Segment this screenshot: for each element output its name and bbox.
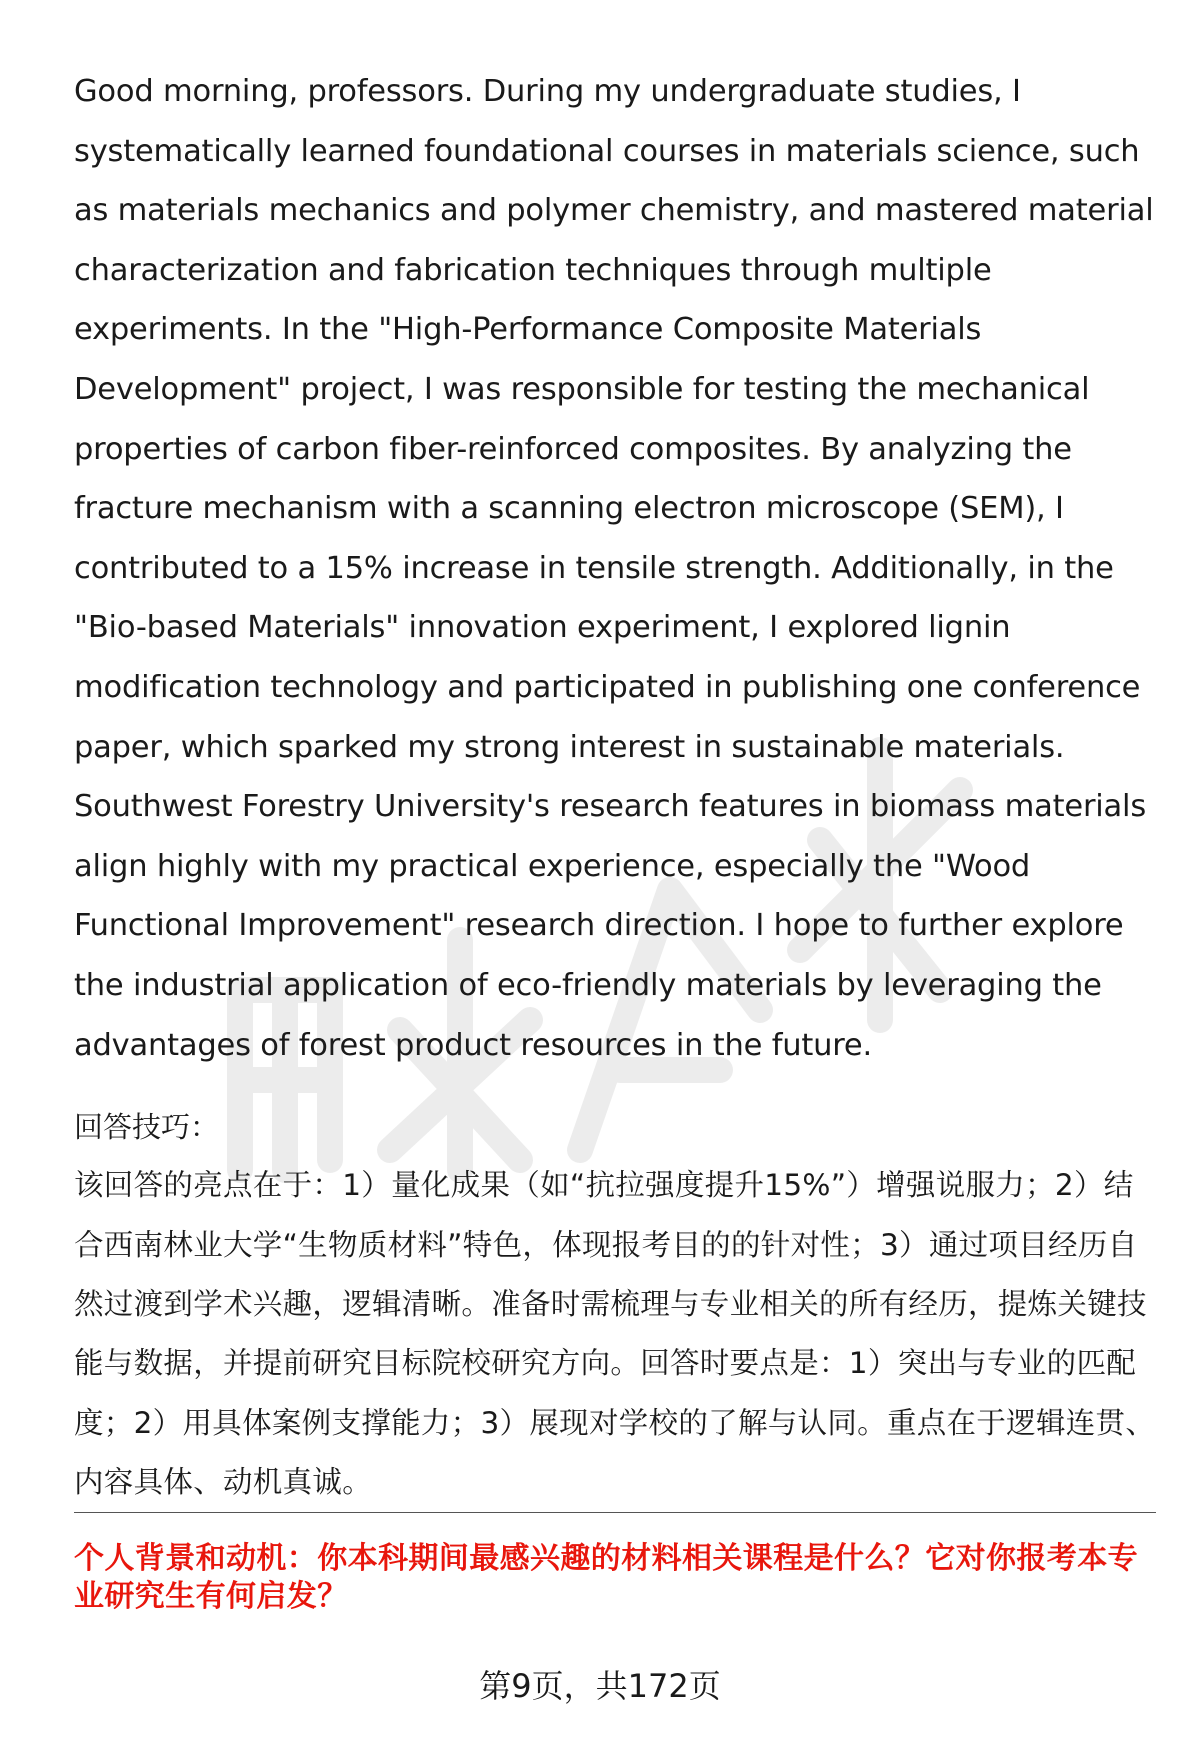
next-question-heading: 个人背景和动机：你本科期间最感兴趣的材料相关课程是什么？它对你报考本专业研究生有何启发？	[74, 1541, 1138, 1614]
tips-paragraph: 该回答的亮点在于：1）量化成果（如“抗拉强度提升15%”）增强说服力；2）结合西南林业大学“生物质材料”特色，体现报考目的的针对性；3）通过项目经历自然过渡到学术兴趣，逻辑清晰。准备时需梳理与专业相关的所有经历，提炼关键技能与数据，并提前研究目标院校研究方向。回答时要点是：1）突出与专业的匹配度；2）用具体案例支撑能力；3）展现对学校的了解与认同。重点在于逻辑连贯、内容具体、动机真诚。	[74, 1168, 1156, 1500]
tips-heading: 回答技巧：	[74, 1110, 220, 1145]
answer-paragraph: Good morning, professors. During my undergraduate studies, I systematically learned foundational courses in materials science, such as materials mechanics and polymer chemistry, and mastered material characterization and fabrication techniques through multiple experiments. In the "High-Performance Composite Materials Development" project, I was responsible for testing the mechanical properties of carbon fiber-reinforced composites. By analyzing the fracture mechanism with a scanning electron microscope (SEM), I contributed to a 15% increase in tensile strength. Additionally, in the "Bio-based Materials" innovation experiment, I explored lignin modification technology and participated in publishing one conference paper, which sparked my strong interest in sustainable materials. Southwest Forestry University's research features in biomass materials align highly with my practical experience, especially the "Wood Functional Improvement" research direction. I hope to further explore the industrial application of eco-friendly materials by leveraging the advantages of forest product resources in the future.	[74, 74, 1154, 1063]
document-page	[74, 62, 1156, 1513]
section-divider	[74, 1512, 1156, 1513]
page-number: 第9页，共172页	[479, 1667, 721, 1705]
